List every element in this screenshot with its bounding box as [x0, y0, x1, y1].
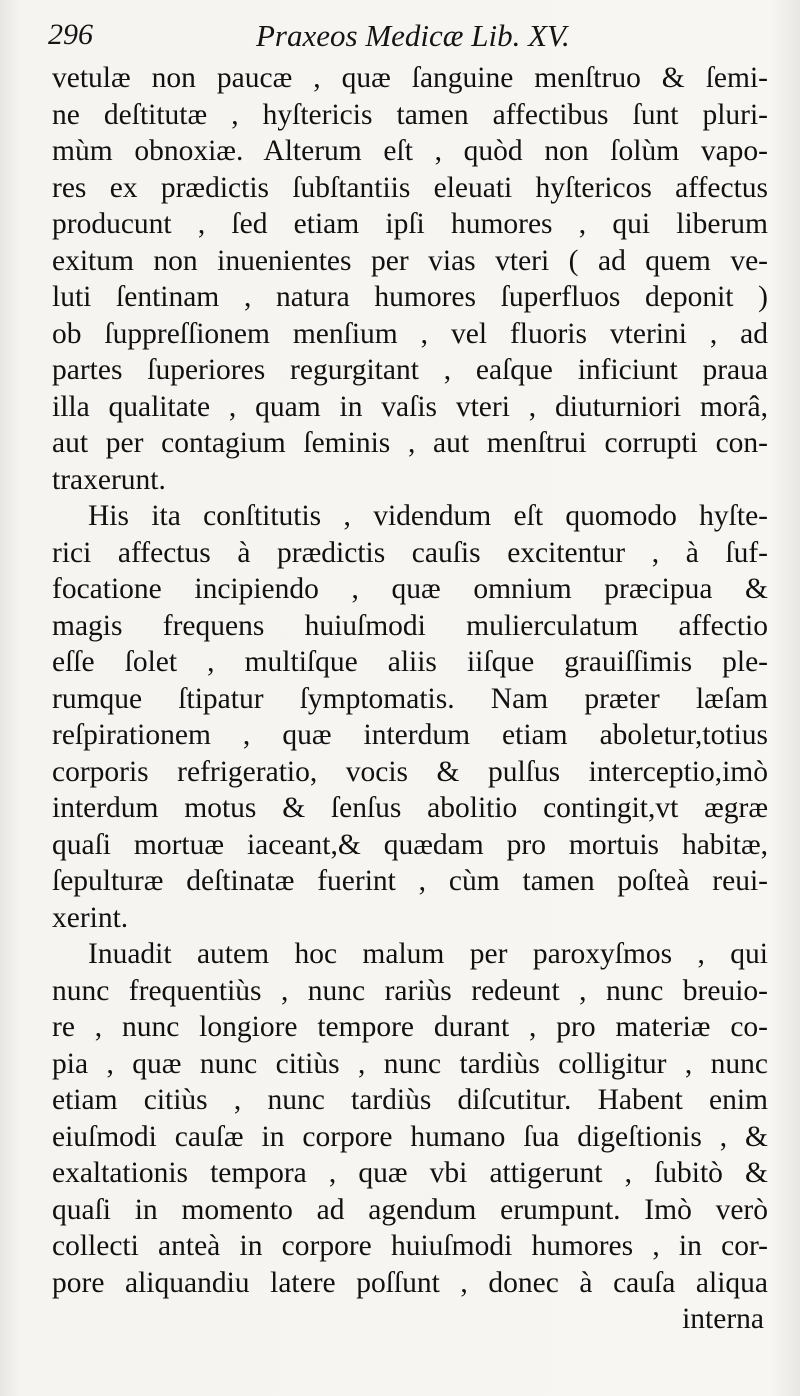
text-line: producunt , ſed etiam ipſi humores , qui liberum — [52, 208, 768, 240]
text-line: focatione incipiendo , quæ omnium præcipua & — [52, 573, 768, 605]
text-line: vetulæ non paucæ , quæ ſanguine menſtruo & ſemi- — [52, 62, 768, 94]
text-line: nunc frequentiùs , nunc rariùs redeunt , nunc breuio- — [52, 974, 768, 1007]
text-line: quaſi in momento ad agendum erumpunt. Imò verò — [52, 1193, 768, 1226]
paragraph — [52, 60, 768, 498]
text-line: collecti anteà in corpore huiuſmodi humores , in cor- — [52, 1230, 768, 1262]
text-line: exaltationis tempora , quæ vbi attigerunt , ſubitò & — [52, 1157, 768, 1189]
text-line: magis frequens huiuſmodi mulierculatum affectio — [52, 609, 768, 642]
text-line: luti ſentinam , natura humores ſuperfluos deponit ) — [52, 281, 768, 313]
text-line: re , nunc longiore tempore durant , pro materiæ co- — [52, 1011, 768, 1043]
text-line: mùm obnoxiæ. Alterum eſt , quòd non ſolùm vapo- — [52, 135, 768, 167]
text-line: illa qualitate , quam in vaſis vteri , diuturniori morâ, — [52, 390, 768, 423]
text-line: res ex prædictis ſubſtantiis eleuati hyſtericos affectus — [52, 171, 768, 204]
paragraph — [52, 936, 768, 1301]
text-line: pia , quæ nunc citiùs , nunc tardiùs colligitur , nunc — [52, 1047, 768, 1080]
running-title: Praxeos Medicæ Lib. XV. — [256, 18, 570, 53]
text-line: corporis refrigeratio, vocis & pulſus interceptio,imò — [52, 755, 768, 788]
text-line: ob ſuppreſſionem menſium , vel fluoris vterini , ad — [52, 317, 768, 350]
page-number: 296 — [48, 18, 93, 51]
text-line: xerint. — [52, 901, 129, 934]
text-line: eiuſmodi cauſæ in corpore humano ſua digeſtionis , & — [52, 1120, 768, 1153]
text-line: eſſe ſolet , multiſque aliis iiſque grauiſſimis ple- — [52, 646, 768, 678]
text-line: partes ſuperiores regurgitant , eaſque inficiunt praua — [52, 354, 768, 386]
text-line: exitum non inuenientes per vias vteri ( ad quem ve- — [52, 244, 768, 277]
text-line: His ita conſtitutis , videndum eſt quomodo hyſte- — [88, 500, 768, 532]
text-line: ne deſtitutæ , hyſtericis tamen affectibus ſunt pluri- — [52, 98, 768, 131]
catchword: interna — [682, 1303, 764, 1335]
page-header — [48, 14, 768, 54]
text-line: rici affectus à prædictis cauſis excitentur , à ſuf- — [52, 536, 768, 569]
text-line: traxerunt. — [52, 463, 166, 496]
text-line: etiam citiùs , nunc tardiùs diſcutitur. Habent enim — [52, 1084, 768, 1116]
text-line: quaſi mortuæ iaceant,& quædam pro mortuis habitæ, — [52, 828, 768, 861]
text-line: interdum motus & ſenſus abolitio contingit,vt ægræ — [52, 792, 768, 824]
body-text — [52, 60, 768, 1337]
text-line: rumque ſtipatur ſymptomatis. Nam præter læſam — [52, 682, 768, 715]
text-line: Inuadit autem hoc malum per paroxyſmos , qui — [88, 938, 768, 970]
text-line: reſpirationem , quæ interdum etiam aboletur,totius — [52, 719, 768, 751]
text-line: aut per contagium ſeminis , aut menſtrui corrupti con- — [52, 427, 768, 459]
paragraph — [52, 498, 768, 936]
text-line: pore aliquandiu latere poſſunt , donec à cauſa aliqua — [52, 1266, 768, 1299]
text-line: ſepulturæ deſtinatæ fuerint , cùm tamen poſteà reui- — [52, 865, 768, 897]
